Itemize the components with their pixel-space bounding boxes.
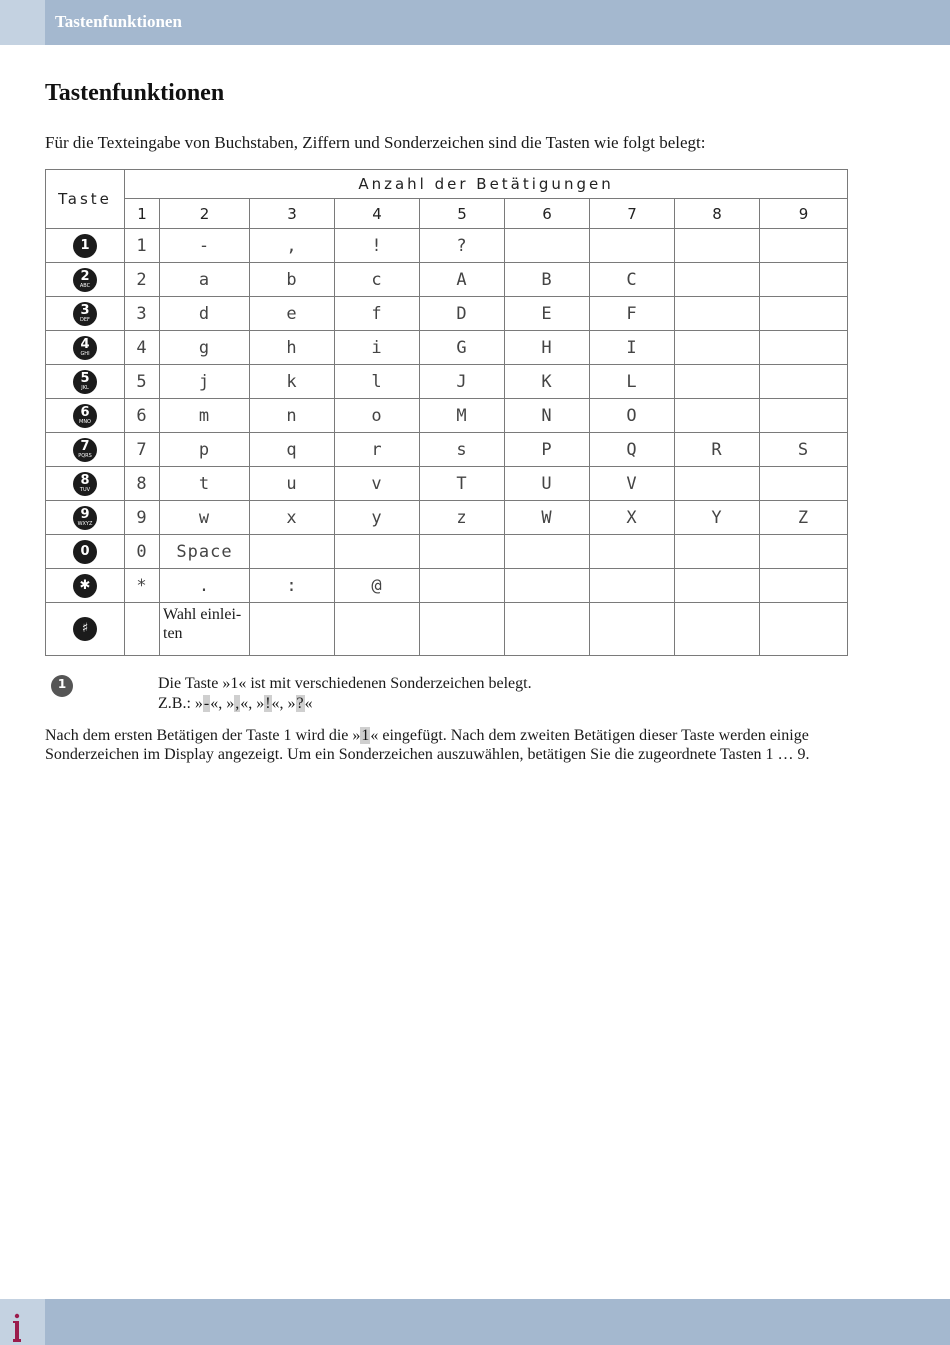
table-cell <box>675 263 760 297</box>
table-cell: r <box>335 433 420 467</box>
table-row <box>46 331 848 365</box>
table-cell: b <box>250 263 335 297</box>
phone-key-icon <box>73 234 97 258</box>
table-row <box>46 501 848 535</box>
table-cell <box>250 535 335 569</box>
table-cell: u <box>250 467 335 501</box>
key-letters: ABC <box>79 282 91 289</box>
table-cell <box>675 603 760 656</box>
key-digit: 5 <box>80 370 90 386</box>
table-cell: w <box>160 501 250 535</box>
footer-band <box>0 1299 950 1345</box>
column-header: 9 <box>760 199 848 229</box>
table-cell: N <box>505 399 590 433</box>
key-letters: DEF <box>80 316 90 323</box>
table-cell: 4 <box>125 331 160 365</box>
table-cell: U <box>505 467 590 501</box>
table-cell: Q <box>590 433 675 467</box>
table-cell: C <box>590 263 675 297</box>
key-cell <box>46 365 125 399</box>
table-cell <box>760 535 848 569</box>
table-cell <box>675 467 760 501</box>
key-letters: GHI <box>80 350 90 357</box>
table-cell: S <box>760 433 848 467</box>
phone-key-icon <box>73 370 97 394</box>
table-cell: g <box>160 331 250 365</box>
table-cell <box>760 229 848 263</box>
table-cell: : <box>250 569 335 603</box>
column-header: 6 <box>505 199 590 229</box>
table-cell: W <box>505 501 590 535</box>
info-icon <box>12 1313 22 1343</box>
table-cell: - <box>160 229 250 263</box>
table-cell <box>160 603 250 656</box>
column-header: 1 <box>125 199 160 229</box>
table-cell: ? <box>420 229 505 263</box>
intro-text: Für die Texteingabe von Buchstaben, Ziffern und Sonderzeichen sind die Tasten wie folgt belegt: <box>45 133 706 152</box>
example-char: , <box>235 695 240 712</box>
table-cell: Z <box>760 501 848 535</box>
table-cell <box>505 569 590 603</box>
table-cell: q <box>250 433 335 467</box>
table-cell: d <box>160 297 250 331</box>
key-table <box>45 169 848 656</box>
table-cell <box>675 535 760 569</box>
key-digit: 2 <box>80 268 90 284</box>
table-cell: H <box>505 331 590 365</box>
separator: «, » <box>210 695 235 712</box>
table-cell: x <box>250 501 335 535</box>
table-cell: l <box>335 365 420 399</box>
table-cell <box>760 399 848 433</box>
table-cell: 5 <box>125 365 160 399</box>
table-cell <box>675 569 760 603</box>
table-cell: f <box>335 297 420 331</box>
table-cell: F <box>590 297 675 331</box>
table-cell: J <box>420 365 505 399</box>
table-row <box>46 399 848 433</box>
key-cell <box>46 263 125 297</box>
phone-key-icon <box>73 336 97 360</box>
table-cell: R <box>675 433 760 467</box>
key-letters: WXYZ <box>77 520 93 527</box>
table-cell: t <box>160 467 250 501</box>
key-letters: MNO <box>79 418 91 425</box>
table-row <box>46 569 848 603</box>
table-row <box>46 365 848 399</box>
table-cell <box>760 331 848 365</box>
table-cell: s <box>420 433 505 467</box>
key-digit: 0 <box>80 543 90 559</box>
column-header: 3 <box>250 199 335 229</box>
key-digit: 1 <box>80 237 90 253</box>
table-cell: m <box>160 399 250 433</box>
phone-key-icon <box>73 574 97 598</box>
table-cell <box>590 535 675 569</box>
column-header: 8 <box>675 199 760 229</box>
table-cell: k <box>250 365 335 399</box>
table-cell <box>590 569 675 603</box>
table-cell <box>760 263 848 297</box>
table-cell <box>335 535 420 569</box>
table-cell <box>125 603 160 656</box>
key-digit: 6 <box>80 404 90 420</box>
table-cell <box>590 603 675 656</box>
table-cell: c <box>335 263 420 297</box>
key-digit: 3 <box>80 302 90 318</box>
table-cell <box>505 535 590 569</box>
phone-key-icon <box>73 268 97 292</box>
para-part: Nach dem ersten Betätigen der Taste 1 wird die » <box>45 727 361 744</box>
note-prefix: Z.B.: » <box>158 695 203 712</box>
header-anzahl: Anzahl der Betätigungen <box>125 170 848 199</box>
header-title: Tastenfunktionen <box>55 12 182 31</box>
table-cell: @ <box>335 569 420 603</box>
header-tab <box>0 0 45 45</box>
note-line-2 <box>158 695 313 713</box>
key-digit: 4 <box>80 336 90 352</box>
table-cell: v <box>335 467 420 501</box>
table-cell: 6 <box>125 399 160 433</box>
separator: «, » <box>240 695 265 712</box>
key-letters: TUV <box>79 486 91 493</box>
table-cell: 0 <box>125 535 160 569</box>
table-cell: e <box>250 297 335 331</box>
phone-key-icon <box>73 472 97 496</box>
table-cell: 7 <box>125 433 160 467</box>
table-cell <box>760 297 848 331</box>
table-cell: 8 <box>125 467 160 501</box>
note-line-1: Die Taste »1« ist mit verschiedenen Sonderzeichen belegt. <box>158 675 532 692</box>
table-cell <box>760 603 848 656</box>
separator: «, » <box>271 695 296 712</box>
key-letters: PQRS <box>78 452 92 459</box>
explanation-paragraph <box>45 726 847 764</box>
table-cell: O <box>590 399 675 433</box>
key-cell <box>46 603 125 656</box>
example-char: ? <box>296 695 304 712</box>
table-cell: z <box>420 501 505 535</box>
table-cell <box>505 603 590 656</box>
table-cell: n <box>250 399 335 433</box>
phone-key-icon <box>73 506 97 530</box>
example-char: - <box>203 695 210 712</box>
table-cell <box>675 229 760 263</box>
key-cell <box>46 569 125 603</box>
table-cell <box>675 331 760 365</box>
table-cell: Y <box>675 501 760 535</box>
table-cell <box>590 229 675 263</box>
page-title: Tastenfunktionen <box>45 80 225 106</box>
table-cell: A <box>420 263 505 297</box>
table-cell <box>505 229 590 263</box>
table-cell: E <box>505 297 590 331</box>
table-cell: o <box>335 399 420 433</box>
table-cell: 9 <box>125 501 160 535</box>
table-cell: p <box>160 433 250 467</box>
table-cell: * <box>125 569 160 603</box>
table-cell: M <box>420 399 505 433</box>
table-cell: T <box>420 467 505 501</box>
table-cell: 2 <box>125 263 160 297</box>
table-cell: D <box>420 297 505 331</box>
table-cell: Space <box>160 535 250 569</box>
table-cell: P <box>505 433 590 467</box>
key-digit: 8 <box>80 472 90 488</box>
table-cell: h <box>250 331 335 365</box>
key-digit: 7 <box>80 438 90 454</box>
key-cell <box>46 331 125 365</box>
table-cell: 3 <box>125 297 160 331</box>
column-header: 2 <box>160 199 250 229</box>
table-cell <box>675 365 760 399</box>
key-letters: JKL <box>81 384 89 391</box>
phone-key-icon <box>73 438 97 462</box>
table-cell <box>420 603 505 656</box>
table-cell: G <box>420 331 505 365</box>
note-end: « <box>304 695 313 712</box>
table-cell: a <box>160 263 250 297</box>
cell-text-line: Wahl einlei- <box>163 606 242 623</box>
key-cell <box>46 501 125 535</box>
table-cell: I <box>590 331 675 365</box>
key-cell <box>46 229 125 263</box>
phone-key-icon <box>73 302 97 326</box>
table-cell <box>760 467 848 501</box>
table-cell <box>420 535 505 569</box>
table-cell: i <box>335 331 420 365</box>
table-row <box>46 433 848 467</box>
key-digit: 9 <box>80 506 90 522</box>
key-digit: ✱ <box>79 577 91 593</box>
key-cell <box>46 467 125 501</box>
table-cell: B <box>505 263 590 297</box>
table-row <box>46 467 848 501</box>
table-cell: y <box>335 501 420 535</box>
phone-key-icon <box>73 617 97 641</box>
table-row <box>46 263 848 297</box>
example-char: ! <box>265 695 271 712</box>
key-1-icon: 1 <box>51 675 73 697</box>
table-row <box>46 535 848 569</box>
table-cell <box>335 603 420 656</box>
table-cell <box>420 569 505 603</box>
table-row <box>46 229 848 263</box>
table-cell: 1 <box>125 229 160 263</box>
para-highlight: 1 <box>361 727 370 744</box>
footer-tab <box>0 1299 45 1345</box>
table-cell <box>675 297 760 331</box>
table-cell <box>250 603 335 656</box>
table-cell: V <box>590 467 675 501</box>
para-part: « eingefügt. Nach dem zweiten Betätigen dieser Taste werden einige Sonderzeichen im Display angezeigt. Um ein Sonderzeichen auszuwählen, betätigen Sie die zugeordnete Tasten 1 … 9. <box>45 727 810 763</box>
column-header: 5 <box>420 199 505 229</box>
table-cell <box>760 365 848 399</box>
table-cell: L <box>590 365 675 399</box>
key-digit: ♯ <box>81 621 89 636</box>
table-row <box>46 603 848 656</box>
key-cell <box>46 535 125 569</box>
table-cell: j <box>160 365 250 399</box>
table-cell: . <box>160 569 250 603</box>
phone-key-icon <box>73 404 97 428</box>
table-cell: , <box>250 229 335 263</box>
cell-text-line: ten <box>163 625 183 642</box>
table-cell <box>760 569 848 603</box>
column-header: 7 <box>590 199 675 229</box>
header-taste: Taste <box>46 170 125 229</box>
table-cell: K <box>505 365 590 399</box>
table-row <box>46 297 848 331</box>
phone-key-icon <box>73 540 97 564</box>
table-cell <box>675 399 760 433</box>
key-cell <box>46 297 125 331</box>
key-cell <box>46 433 125 467</box>
column-header: 4 <box>335 199 420 229</box>
table-cell: ! <box>335 229 420 263</box>
table-cell: X <box>590 501 675 535</box>
key-cell <box>46 399 125 433</box>
